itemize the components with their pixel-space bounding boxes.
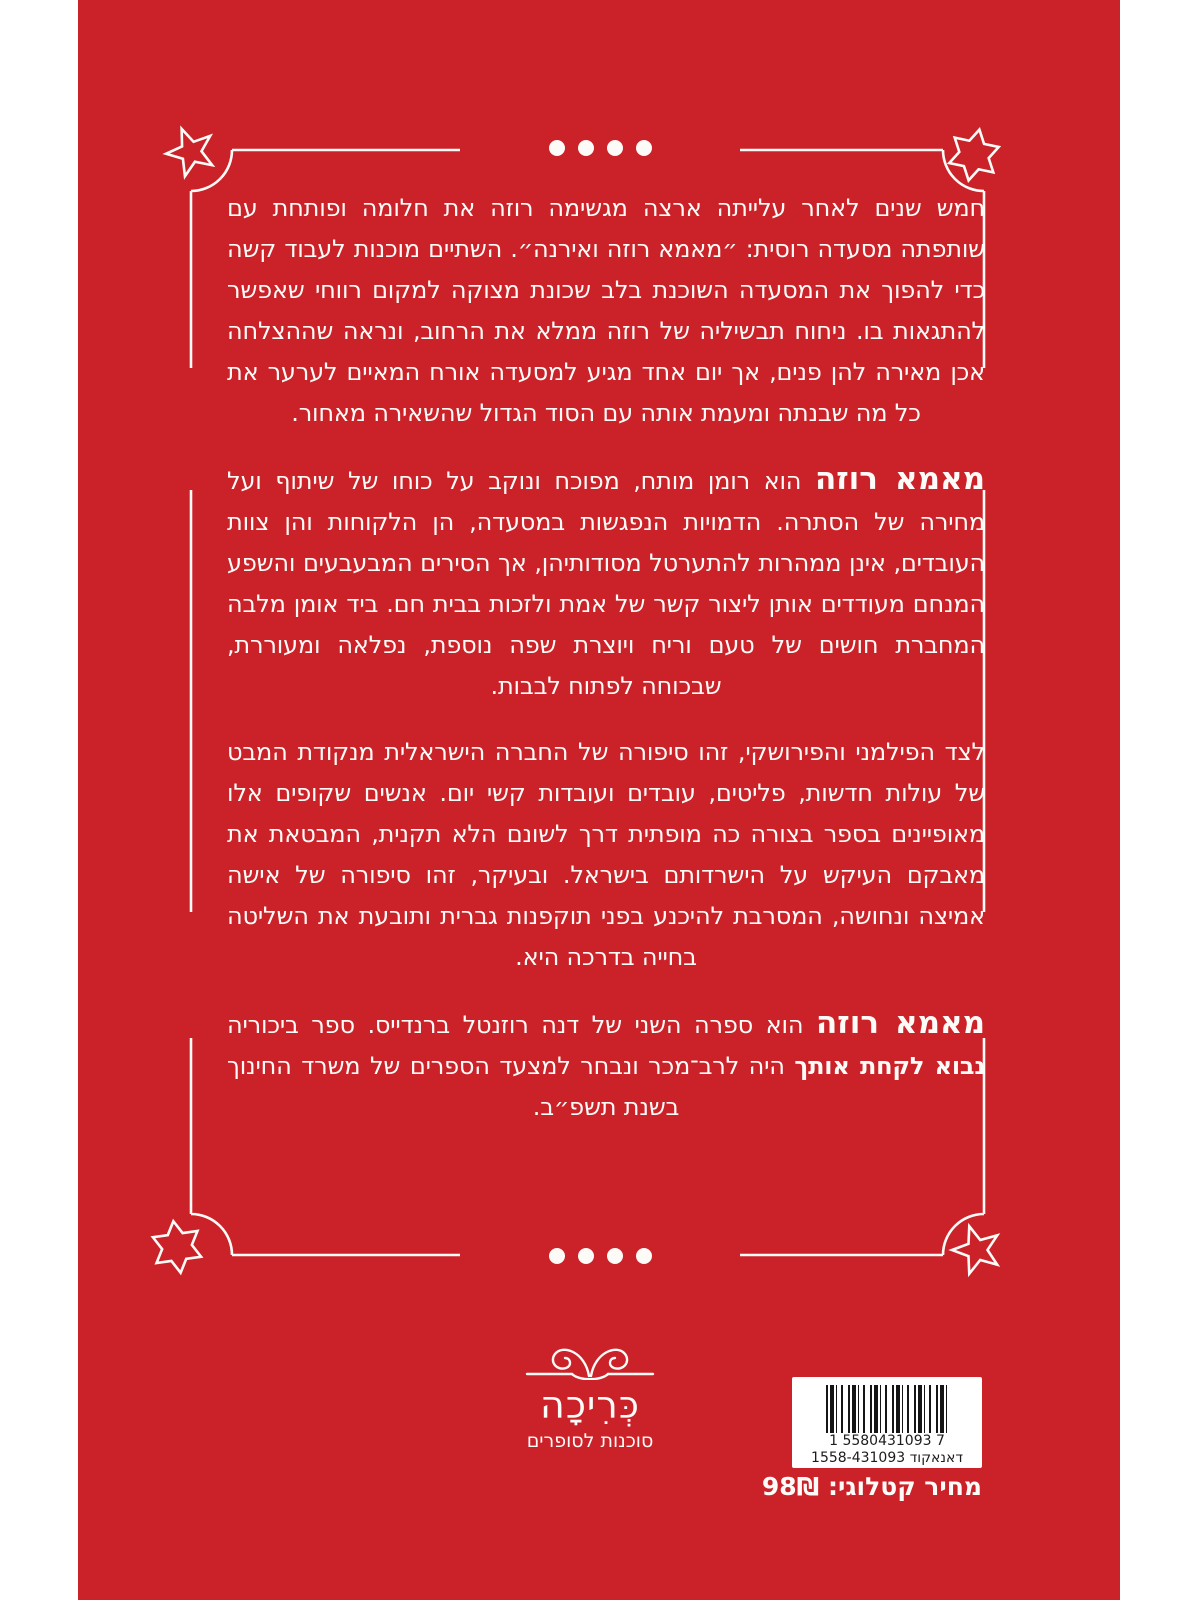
price-label: מחיר קטלוגי:: [819, 1472, 982, 1501]
barcode-number: 1 5580431093 7: [829, 1433, 945, 1449]
book-blurb: [227, 188, 985, 1153]
blurb-text: חמש שנים לאחר עלייתה ארצה מגשימה רוזה את חלומה ופותחת עם שותפתה מסעדה רוסית: ״מאמא רוזה ואירנה״. השתיים מוכנות לעבוד קשה כדי להפוך את המסעדה השוכנת בלב שכונת מצוקה למקום רווחי שאפשר להתגאות בו. ניחוח תבשיליה של רוזה ממלא את הרחוב, ונראה שההצלחה אכן מאירה להן פנים, אך יום אחד מגיע למסעדה אורח המאיים לערער את כל מה שבנתה ומעמת אותה עם הסוד הגדול שהשאירה מאחור.: [227, 194, 985, 427]
publisher-tagline: סוכנות לסופרים: [526, 1430, 654, 1452]
blurb-text: הוא ספרה השני של דנה רוזנטל ברנדייס. ספר ביכוריה: [227, 1011, 816, 1039]
blurb-text: הוא רומן מותח, מפוכח ונוקב על כוחו של שיתוף ועל מחירה של הסתרה. הדמויות הנפגשות במסעדה, הן הלקוחות והן צוות העובדים, אינן ממהרות להתערטל מסודותיהן, אך הסירים המבעבעים והשפע המנחם מעודדים אותן ליצור קשר של אמת ולזכות בבית חם. ביד אומן מלבה המחברת חושים של טעם וריח ויוצרת שפה נוספת, נפלאה ומעוררת, שבכוחה לפתוח לבבות.: [227, 467, 985, 700]
blurb-paragraph-author: [227, 1003, 985, 1128]
danacode-label: דאנאקוד: [909, 1450, 963, 1466]
flourish-icon: [525, 1334, 655, 1380]
barcode-bars-icon: [826, 1385, 948, 1433]
blurb-text: היה לרב־מכר ונבחר למצעד הספרים של משרד החינוך בשנת תשפ״ב.: [227, 1052, 795, 1121]
danacode-line: [792, 1450, 982, 1467]
publisher-name: כְּרִיכָה: [540, 1383, 640, 1427]
price-value: 98₪: [761, 1472, 820, 1501]
blurb-paragraph-review: [227, 459, 985, 707]
blurb-paragraph-society: [227, 732, 985, 978]
previous-book-title: נבוא לקחת אותך: [794, 1052, 985, 1080]
danacode-value: 1558-431093: [811, 1450, 906, 1466]
book-title-lead: מאמא רוזה: [815, 1005, 986, 1041]
blurb-text: לצד הפילמני והפירושקי, זהו סיפורה של החברה הישראלית מנקודת המבט של עולות חדשות, פליטים, עובדים ועובדות קשי יום. אנשים שקופים אלו מאופיינים בספר בצורה כה מופתית דרך לשונם הלא תקנית, המבטאת את מאבקם העיקש על הישרדותם בישראל. ובעיקר, זהו סיפורה של אישה אמיצה ונחושה, המסרבת להיכנע בפני תוקפנות גברית ותובעת את השליטה בחייה בדרכה היא.: [227, 738, 985, 971]
catalog-price: [762, 1472, 982, 1501]
publisher-logo: [518, 1334, 662, 1452]
book-title-lead: מאמא רוזה: [814, 461, 985, 497]
barcode: [792, 1377, 982, 1468]
blurb-paragraph-synopsis: [227, 188, 985, 434]
